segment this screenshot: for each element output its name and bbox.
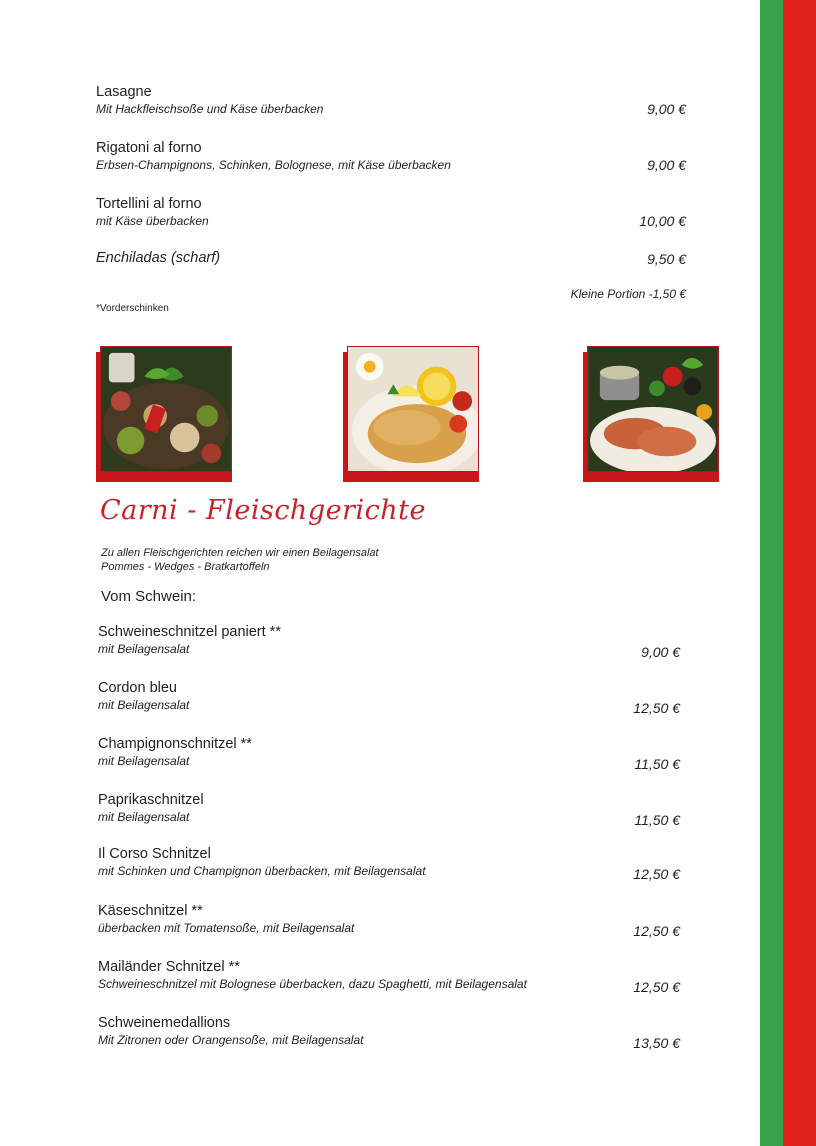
- menu-item-cordon-bleu: [98, 679, 680, 716]
- section-note: [101, 546, 379, 574]
- item-price: 12,50 €: [633, 979, 680, 995]
- menu-item-schweineschnitzel: [98, 623, 680, 660]
- section-note-line: Zu allen Fleischgerichten reichen wir einen Beilagensalat: [101, 547, 379, 559]
- item-description: mit Beilagensalat: [98, 642, 190, 656]
- menu-item-paprikaschnitzel: [98, 791, 680, 828]
- item-name: Rigatoni al forno: [96, 140, 202, 156]
- item-name: Käseschnitzel **: [98, 903, 203, 919]
- menu-item-champignonschnitzel: [98, 735, 680, 772]
- schnitzel-lemon-photo: [347, 346, 479, 472]
- menu-item-il-corso-schnitzel: [98, 845, 680, 882]
- item-price: 9,50 €: [647, 251, 686, 267]
- menu-item-enchiladas: [96, 250, 220, 266]
- section-note-line: Pommes - Wedges - Bratkartoffeln: [101, 561, 270, 573]
- red-stripe: [783, 0, 816, 1146]
- item-description: Schweineschnitzel mit Bolognese überbacken, dazu Spaghetti, mit Beilagensalat: [98, 977, 527, 991]
- item-price: 10,00 €: [639, 213, 686, 229]
- item-price: 12,50 €: [633, 700, 680, 716]
- menu-item-schweinemedallions: [98, 1014, 680, 1051]
- item-price: 9,00 €: [647, 101, 686, 117]
- item-price: 9,00 €: [641, 644, 680, 660]
- item-price: 11,50 €: [634, 756, 680, 772]
- item-price: 12,50 €: [633, 923, 680, 939]
- item-name: Champignonschnitzel **: [98, 736, 252, 752]
- item-name: Mailänder Schnitzel **: [98, 959, 240, 975]
- green-stripe: [760, 0, 783, 1146]
- item-name: Tortellini al forno: [96, 196, 202, 212]
- menu-item-mailaender-schnitzel: [98, 958, 680, 995]
- menu-item-rigatoni: [96, 139, 686, 173]
- item-description: mit Schinken und Champignon überbacken, mit Beilagensalat: [98, 864, 426, 878]
- item-name: Cordon bleu: [98, 680, 177, 696]
- medallions-sauce-photo: [587, 346, 719, 472]
- item-description: mit Beilagensalat: [98, 698, 190, 712]
- item-description: Erbsen-Champignons, Schinken, Bolognese, mit Käse überbacken: [96, 158, 451, 172]
- item-name: Enchiladas: [96, 250, 167, 266]
- menu-item-kaeseschnitzel: [98, 902, 680, 939]
- menu-item-tortellini: [96, 195, 686, 229]
- item-note: (scharf): [170, 250, 221, 266]
- item-price: 13,50 €: [633, 1035, 680, 1051]
- item-description: mit Beilagensalat: [98, 754, 190, 768]
- item-description: mit Käse überbacken: [96, 214, 209, 228]
- footnote: *Vorderschinken: [96, 303, 169, 314]
- vegetable-skewer-photo: [100, 346, 232, 472]
- item-name: Schweinemedallions: [98, 1015, 231, 1031]
- item-description: überbacken mit Tomatensoße, mit Beilagensalat: [98, 921, 355, 935]
- menu-item-lasagne: [96, 83, 686, 117]
- item-name: Lasagne: [96, 84, 152, 100]
- item-description: Mit Hackfleischsoße und Käse überbacken: [96, 102, 324, 116]
- item-name: Schweineschnitzel paniert **: [98, 624, 281, 640]
- item-price: 12,50 €: [633, 866, 680, 882]
- item-price: 11,50 €: [634, 812, 680, 828]
- item-name: Il Corso Schnitzel: [98, 846, 211, 862]
- item-description: Mit Zitronen oder Orangensoße, mit Beilagensalat: [98, 1033, 364, 1047]
- group-label: Vom Schwein:: [101, 588, 197, 605]
- section-title: Carni - Fleischgerichte: [100, 495, 426, 526]
- item-name: Paprikaschnitzel: [98, 792, 204, 808]
- item-description: mit Beilagensalat: [98, 810, 190, 824]
- item-price: 9,00 €: [647, 157, 686, 173]
- small-portion-note: Kleine Portion -1,50 €: [570, 287, 686, 301]
